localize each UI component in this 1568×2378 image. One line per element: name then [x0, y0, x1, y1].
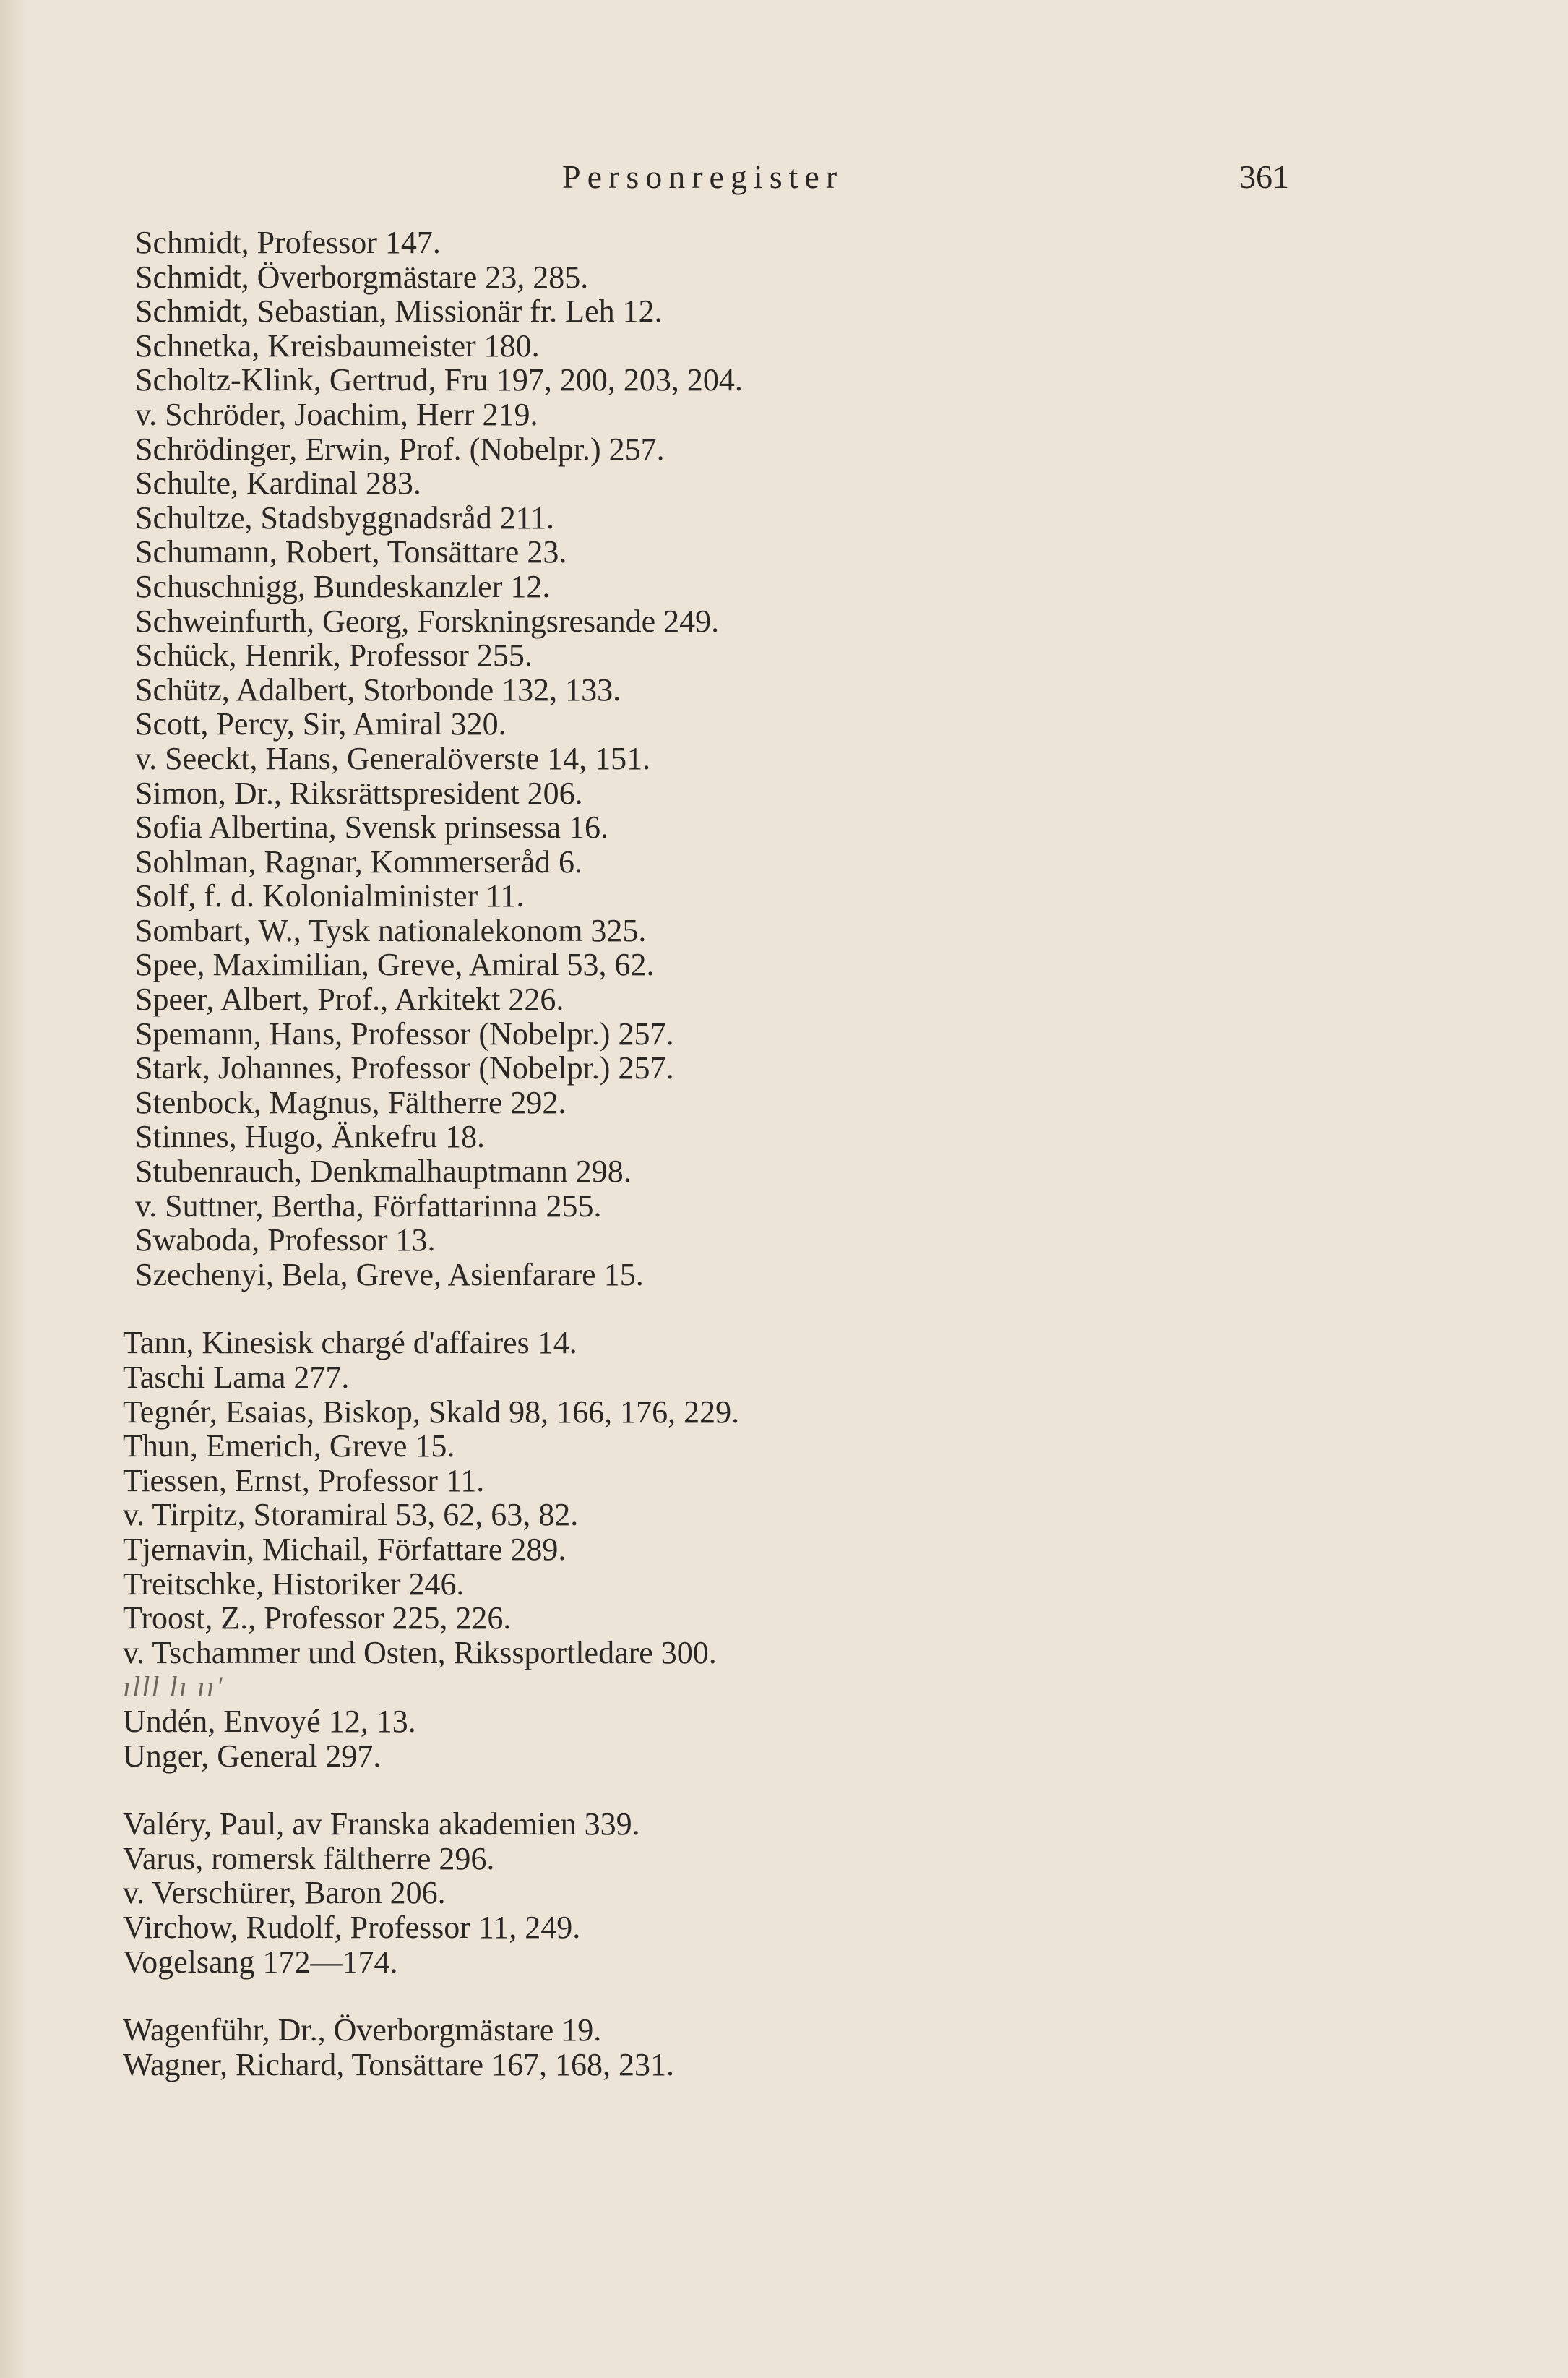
- index-entry: Taschi Lama 277.: [123, 1360, 350, 1395]
- index-entry: Simon, Dr., Riksrättspresident 206.: [135, 775, 583, 811]
- index-entry: Szechenyi, Bela, Greve, Asienfarare 15.: [135, 1256, 644, 1292]
- index-entry: v. Schröder, Joachim, Herr 219.: [135, 396, 538, 432]
- index-entry: Schweinfurth, Georg, Forskningsresande 249.: [135, 603, 720, 639]
- index-entry: Schmidt, Professor 147.: [135, 225, 441, 260]
- index-entry: Scholtz-Klink, Gertrud, Fru 197, 200, 203, 204.: [135, 362, 743, 398]
- index-entry: Speer, Albert, Prof., Arkitekt 226.: [135, 982, 564, 1018]
- index-entry: Wagner, Richard, Tonsättare 167, 168, 231.: [123, 2046, 675, 2082]
- index-entry: Stenbock, Magnus, Fältherre 292.: [135, 1084, 567, 1120]
- index-entry: Tegnér, Esaias, Biskop, Skald 98, 166, 176, 229.: [123, 1394, 740, 1430]
- index-entry: Solf, f. d. Kolonialminister 11.: [135, 878, 525, 914]
- index-entry: Schmidt, Sebastian, Missionär fr. Leh 12.: [135, 293, 663, 330]
- index-entry: Spemann, Hans, Professor (Nobelpr.) 257.: [135, 1016, 674, 1052]
- index-entry: Scott, Percy, Sir, Amiral 320.: [135, 706, 507, 742]
- index-entry: Stark, Johannes, Professor (Nobelpr.) 257.: [135, 1050, 674, 1086]
- index-entry: Sohlman, Ragnar, Kommerseråd 6.: [135, 844, 582, 880]
- index-entry: Valéry, Paul, av Franska akademien 339.: [123, 1806, 640, 1842]
- page-number: 361: [1239, 158, 1289, 195]
- running-header: Personregister: [562, 158, 844, 195]
- index-entry: Spee, Maximilian, Greve, Amiral 53, 62.: [135, 947, 655, 983]
- index-section-t: [123, 1326, 1423, 1773]
- index-entry: Tann, Kinesisk chargé d'affaires 14.: [123, 1325, 577, 1361]
- index-entry: Vogelsang 172—174.: [123, 1944, 398, 1980]
- ink-smudge-marks: ılll lı ıı': [123, 1670, 224, 1704]
- index-entry: Sombart, W., Tysk nationalekonom 325.: [135, 912, 647, 948]
- index-section-s: [123, 226, 1423, 1292]
- index-entry: Schnetka, Kreisbaumeister 180.: [135, 327, 540, 364]
- index-entry: Swaboda, Professor 13.: [135, 1222, 436, 1258]
- index-entry: v. Tirpitz, Storamiral 53, 62, 63, 82.: [123, 1497, 579, 1533]
- index-entry: Wagenführ, Dr., Överborgmästare 19.: [123, 2012, 602, 2048]
- index-entry: Virchow, Rudolf, Professor 11, 249.: [123, 1909, 581, 1945]
- index-entry: Varus, romersk fältherre 296.: [123, 1840, 495, 1876]
- index-entry: Schrödinger, Erwin, Prof. (Nobelpr.) 257.: [135, 431, 665, 467]
- index-section-v: [123, 1807, 1423, 1979]
- index-entry: Unger, General 297.: [123, 1738, 382, 1774]
- index-entry: Thun, Emerich, Greve 15.: [123, 1428, 455, 1464]
- index-entry: Schuschnigg, Bundeskanzler 12.: [135, 568, 551, 604]
- index-entry: Schulte, Kardinal 283.: [135, 465, 421, 502]
- person-index: [123, 226, 1423, 2082]
- index-entry: Schumann, Robert, Tonsättare 23.: [135, 534, 567, 570]
- index-entry: Schütz, Adalbert, Storbonde 132, 133.: [135, 671, 621, 708]
- index-entry: Troost, Z., Professor 225, 226.: [123, 1600, 512, 1636]
- index-entry: v. Tschammer und Osten, Rikssportledare 300.: [123, 1634, 717, 1670]
- index-entry: Schultze, Stadsbyggnadsråd 211.: [135, 499, 555, 536]
- index-entry: v. Verschürer, Baron 206.: [123, 1875, 446, 1911]
- index-entry: Schmidt, Överborgmästare 23, 285.: [135, 259, 589, 295]
- index-entry: Tjernavin, Michail, Författare 289.: [123, 1531, 567, 1567]
- page-edge-shadow: [0, 0, 27, 2378]
- index-entry: Sofia Albertina, Svensk prinsessa 16.: [135, 810, 609, 846]
- index-entry: Stubenrauch, Denkmalhauptmann 298.: [135, 1154, 632, 1190]
- index-section-w: [123, 2013, 1423, 2082]
- index-entry: Tiessen, Ernst, Professor 11.: [123, 1462, 485, 1498]
- index-entry: v. Seeckt, Hans, Generalöverste 14, 151.: [135, 740, 651, 776]
- index-entry: Schück, Henrik, Professor 255.: [135, 638, 533, 674]
- index-entry: Treitschke, Historiker 246.: [123, 1566, 465, 1602]
- index-entry: Undén, Envoyé 12, 13.: [123, 1703, 416, 1739]
- index-entry: v. Suttner, Bertha, Författarinna 255.: [135, 1188, 602, 1224]
- index-entry: Stinnes, Hugo, Änkefru 18.: [135, 1119, 485, 1155]
